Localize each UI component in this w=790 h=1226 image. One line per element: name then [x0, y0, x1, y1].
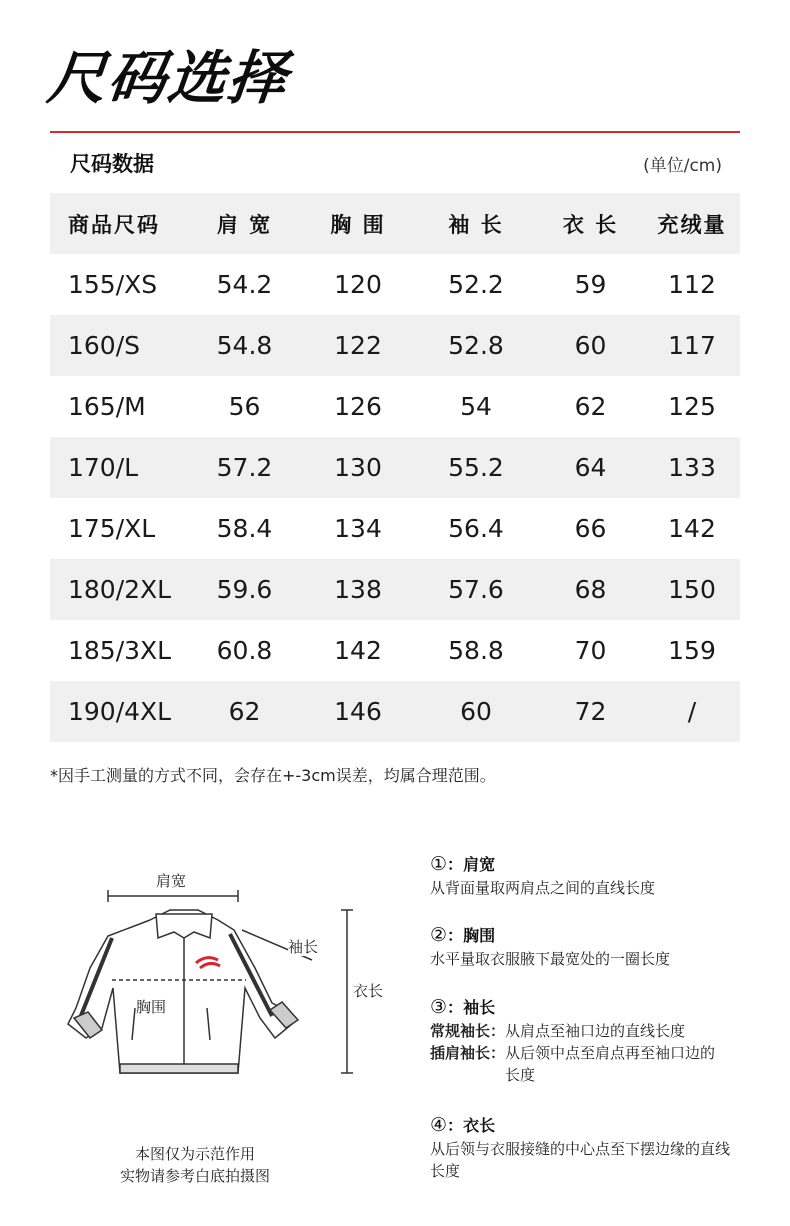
- legend-chest: ②：胸围 水平量取衣服腋下最宽处的一圈长度: [430, 923, 760, 970]
- cell-chest: 122: [301, 315, 415, 376]
- caption-line-2: 实物请参考白底拍摄图: [119, 1167, 270, 1185]
- cell-shoulder: 59.6: [188, 559, 301, 620]
- caption-line-1: 本图仅为示范作用: [134, 1145, 255, 1163]
- cell-length: 59: [574, 270, 607, 299]
- cell-shoulder: 62: [188, 681, 301, 742]
- cell-length: 60: [537, 315, 644, 376]
- cell-chest: 130: [301, 437, 415, 498]
- legend-sleeve-raglan: [430, 1042, 760, 1086]
- cell-fill: 142: [668, 514, 716, 543]
- label-length: 衣长: [353, 982, 384, 1000]
- legend-sleeve-raglan-label: 插肩袖长：: [430, 1044, 506, 1062]
- legend-sleeve-regular-desc: 从肩点至袖口边的直线长度: [505, 1022, 686, 1040]
- cell-sleeve: 54: [460, 392, 492, 421]
- cell-sleeve: 56.4: [448, 514, 504, 543]
- cell-length: 62: [574, 392, 607, 421]
- table-row: [50, 498, 740, 559]
- cell-fill: 125: [668, 392, 716, 421]
- legend-shoulder-title: 肩宽: [463, 855, 496, 874]
- cell-chest: 146: [301, 681, 415, 742]
- legend-shoulder-number: ①: [430, 853, 448, 875]
- table-row: [50, 559, 740, 620]
- legend-shoulder-desc: 从背面量取两肩点之间的直线长度: [430, 879, 656, 897]
- label-sleeve: 袖长: [288, 938, 319, 956]
- cell-chest: 126: [334, 392, 382, 421]
- section-title: 尺码数据: [70, 152, 154, 176]
- table-row: [50, 437, 740, 498]
- cell-fill: /: [644, 681, 740, 742]
- cell-fill: 150: [644, 559, 740, 620]
- size-table: [50, 193, 740, 742]
- cell-fill: 112: [668, 270, 716, 299]
- unit-label: (单位/cm): [643, 156, 722, 176]
- diagram-caption: [95, 1143, 295, 1187]
- header-shoulder: 肩 宽: [188, 193, 301, 254]
- cell-size: 165/M: [68, 392, 146, 421]
- legend-sleeve-raglan-desc: 从后领中点至肩点再至袖口边的长度: [505, 1044, 716, 1084]
- table-row: [50, 681, 740, 742]
- cell-length: 72: [537, 681, 644, 742]
- table-header-row: [50, 193, 740, 254]
- jacket-diagram: [50, 868, 400, 1088]
- cell-size: 160/S: [50, 315, 188, 376]
- cell-sleeve: 55.2: [415, 437, 537, 498]
- cell-sleeve: 58.8: [448, 636, 504, 665]
- page-title: 尺码选择: [44, 44, 292, 112]
- cell-length: 66: [574, 514, 607, 543]
- legend-chest-desc: 水平量取衣服腋下最宽处的一圈长度: [430, 950, 671, 968]
- header-fill: 充绒量: [644, 193, 740, 254]
- cell-length: 68: [537, 559, 644, 620]
- legend-length: ④：衣长 从后领与衣服接缝的中心点至下摆边缘的直线长度: [430, 1113, 740, 1182]
- cell-chest: 120: [334, 270, 382, 299]
- cell-size: 155/XS: [68, 270, 158, 299]
- header-length: 衣 长: [537, 193, 644, 254]
- cell-size: 170/L: [50, 437, 188, 498]
- table-row: [50, 254, 740, 315]
- header-sleeve: 袖 长: [415, 193, 537, 254]
- legend-sleeve: ③：袖长 常规袖长： 从肩点至袖口边的直线长度 插肩袖长： 从后领中点至肩点再至袖口边的长度: [430, 995, 760, 1086]
- cell-sleeve: 52.8: [415, 315, 537, 376]
- table-row: [50, 376, 740, 437]
- cell-shoulder: 56: [228, 392, 261, 421]
- cell-sleeve: 52.2: [448, 270, 504, 299]
- legend-shoulder: ①：肩宽 从背面量取两肩点之间的直线长度: [430, 852, 760, 899]
- jacket-illustration: [50, 868, 400, 1088]
- cell-sleeve: 60: [415, 681, 537, 742]
- cell-size: 180/2XL: [50, 559, 188, 620]
- measurement-note: *因手工测量的方式不同，会存在+-3cm误差，均属合理范围。: [50, 766, 496, 785]
- header-chest: 胸 围: [301, 193, 415, 254]
- cell-shoulder: 60.8: [216, 636, 273, 665]
- label-shoulder: 肩宽: [156, 872, 187, 890]
- cell-fill: 117: [644, 315, 740, 376]
- cell-size: 185/3XL: [68, 636, 172, 665]
- cell-shoulder: 57.2: [188, 437, 301, 498]
- title-divider: [50, 131, 740, 133]
- legend-length-title: 衣长: [463, 1116, 496, 1135]
- legend-sleeve-regular-label: 常规袖长：: [430, 1022, 506, 1040]
- legend-length-number: ④: [430, 1114, 448, 1136]
- header-size: 商品尺码: [50, 193, 188, 254]
- table-row: [50, 620, 740, 681]
- cell-shoulder: 58.4: [216, 514, 273, 543]
- legend-sleeve-regular: [430, 1020, 760, 1042]
- cell-length: 64: [537, 437, 644, 498]
- table-row: [50, 315, 740, 376]
- cell-length: 70: [574, 636, 607, 665]
- cell-shoulder: 54.8: [188, 315, 301, 376]
- cell-chest: 142: [334, 636, 382, 665]
- legend-chest-number: ②: [430, 924, 448, 946]
- cell-size: 175/XL: [68, 514, 156, 543]
- cell-sleeve: 57.6: [415, 559, 537, 620]
- cell-size: 190/4XL: [50, 681, 188, 742]
- legend-chest-title: 胸围: [463, 926, 496, 945]
- legend-sleeve-title: 袖长: [463, 998, 496, 1017]
- cell-fill: 133: [644, 437, 740, 498]
- cell-chest: 134: [334, 514, 382, 543]
- cell-fill: 159: [668, 636, 716, 665]
- cell-shoulder: 54.2: [216, 270, 273, 299]
- legend-length-desc: 从后领与衣服接缝的中心点至下摆边缘的直线长度: [430, 1140, 731, 1180]
- label-chest: 胸围: [136, 998, 167, 1016]
- cell-chest: 138: [301, 559, 415, 620]
- legend-sleeve-number: ③: [430, 996, 448, 1018]
